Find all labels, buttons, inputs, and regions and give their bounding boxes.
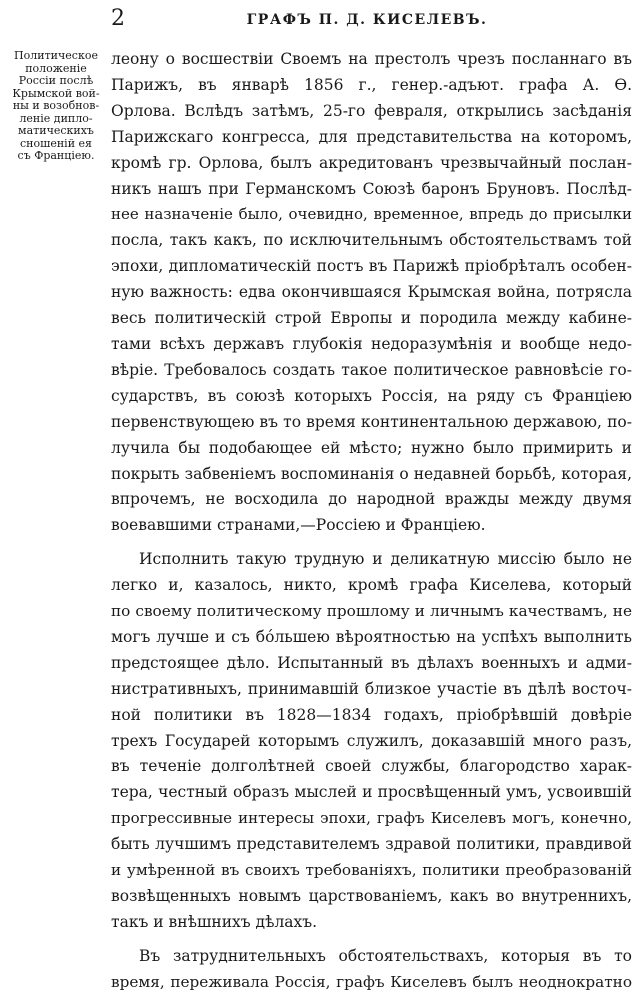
paragraph-gap [111, 936, 632, 944]
text-line: нистративныхъ, принимавшій близкое участіе въ дѣлѣ восточ- [111, 679, 632, 698]
body-text [111, 47, 632, 996]
text-line: могъ лучше и съ бо́льшею вѣроятностью на успѣхъ выполнить [111, 627, 632, 646]
margin-note-line: Крымской вой- [12, 86, 100, 100]
paragraph-1 [111, 47, 632, 539]
paragraph-gap [111, 539, 632, 547]
text-line: легко и, казалось, никто, кромѣ графа Киселева, который [111, 576, 632, 595]
margin-note-line: съ Франціею. [17, 149, 95, 162]
text-line: прогрессивные интересы эпохи, графъ Киселевъ могъ, конечно, [111, 809, 632, 828]
margin-note-line: Политическое [14, 49, 98, 62]
text-line: по своему политическому прошлому и личнымъ качествамъ, не [111, 602, 632, 621]
text-line: впрочемъ, не восходила до народной вражды между двумя [111, 490, 632, 509]
text-line: ную важность: едва окончившаяся Крымская война, потрясла [111, 283, 632, 302]
text-line: никъ нашъ при Германскомъ Союзѣ баронъ Бруновъ. Послѣд- [111, 179, 632, 198]
paragraph-3 [111, 944, 632, 996]
running-title: ГРАФЪ П. Д. КИСЕЛЕВЪ. [246, 12, 488, 28]
paragraph-2 [111, 547, 632, 936]
text-line: посла, такъ какъ, по исключительнымъ обстоятельствамъ той [111, 231, 632, 250]
margin-note-line: леніе дипло- [19, 111, 93, 125]
text-line: Въ затруднительныхъ обстоятельствахъ, которыя въ то [139, 946, 632, 965]
text-line: первенствующею въ то время континентальною державою, по- [111, 412, 632, 431]
text-line: быть лучшимъ представителемъ здравой политики, правдивой [111, 835, 632, 854]
margin-note-line: ны и возобнов- [12, 99, 100, 112]
text-line: тера, честный образъ мыслей и просвѣщенный умъ, усвоившій [111, 783, 632, 802]
margin-note [12, 50, 100, 163]
text-line: лучила бы подобающее ей мѣсто; нужно было примирить и [111, 438, 632, 457]
text-line: Орлова. Вслѣдъ затѣмъ, 25-го февраля, открылись засѣданія [111, 101, 632, 120]
text-line: Исполнить такую трудную и деликатную миссію было не [139, 550, 632, 569]
text-line: вѣріе. Требовалось создать такое политическое равновѣсіе го- [111, 360, 632, 379]
text-line: эпохи, дипломатическій постъ въ Парижѣ пріобрѣталъ особен- [111, 257, 632, 276]
text-line: нее назначеніе было, очевидно, временное, впредь до присылки [111, 205, 632, 224]
margin-note-line: сношеній ея [20, 136, 92, 150]
text-line: покрыть забвеніемъ воспоминанія о недавней борьбѣ, которая, [111, 464, 632, 483]
text-line: возвѣщенныхъ новымъ царствованіемъ, какъ во внутреннихъ, [111, 887, 632, 905]
text-line: такъ и внѣшнихъ дѣлахъ. [111, 912, 318, 931]
text-line: воевавшими странами,—Россіею и Франціею. [111, 516, 486, 535]
text-line: время, переживала Россія, графъ Киселевъ былъ неоднократно [111, 972, 632, 991]
text-line: кромѣ гр. Орлова, былъ акредитованъ чрезвычайный послан- [111, 153, 632, 172]
text-line: предстоящее дѣло. Испытанный въ дѣлахъ военныхъ и адми- [111, 653, 632, 672]
text-line: Парижскаго конгресса, для представительства на которомъ, [111, 127, 632, 146]
text-line: въ теченіе долголѣтней своей службы, благородство харак- [111, 757, 632, 776]
text-line: ной политики въ 1828—1834 годахъ, пріобрѣвшій довѣріе [111, 705, 632, 724]
text-line: тами всѣхъ державъ глубокія недоразумѣнія и вообще недо- [111, 334, 632, 353]
margin-note-line: матическихъ [18, 124, 94, 137]
text-line: Парижъ, въ январѣ 1856 г., генер.-адъют. графа А. Ѳ. [111, 75, 632, 94]
margin-note-line: Россіи послѣ [18, 74, 94, 87]
page-number: 2 [111, 6, 125, 31]
text-line: трехъ Государей которымъ служилъ, доказавшій много разъ, [111, 731, 632, 750]
text-line: весь политическій строй Европы и породила между кабине- [111, 309, 632, 328]
text-line: и умѣренной въ своихъ требованіяхъ, политики преобразованій [111, 861, 632, 880]
margin-note-line: положеніе [25, 61, 87, 75]
text-line: леону о восшествіи Своемъ на престолъ чрезъ посланнаго въ [111, 50, 632, 68]
text-line: сударствъ, въ союзѣ которыхъ Россія, на ряду съ Франціею [111, 386, 632, 405]
